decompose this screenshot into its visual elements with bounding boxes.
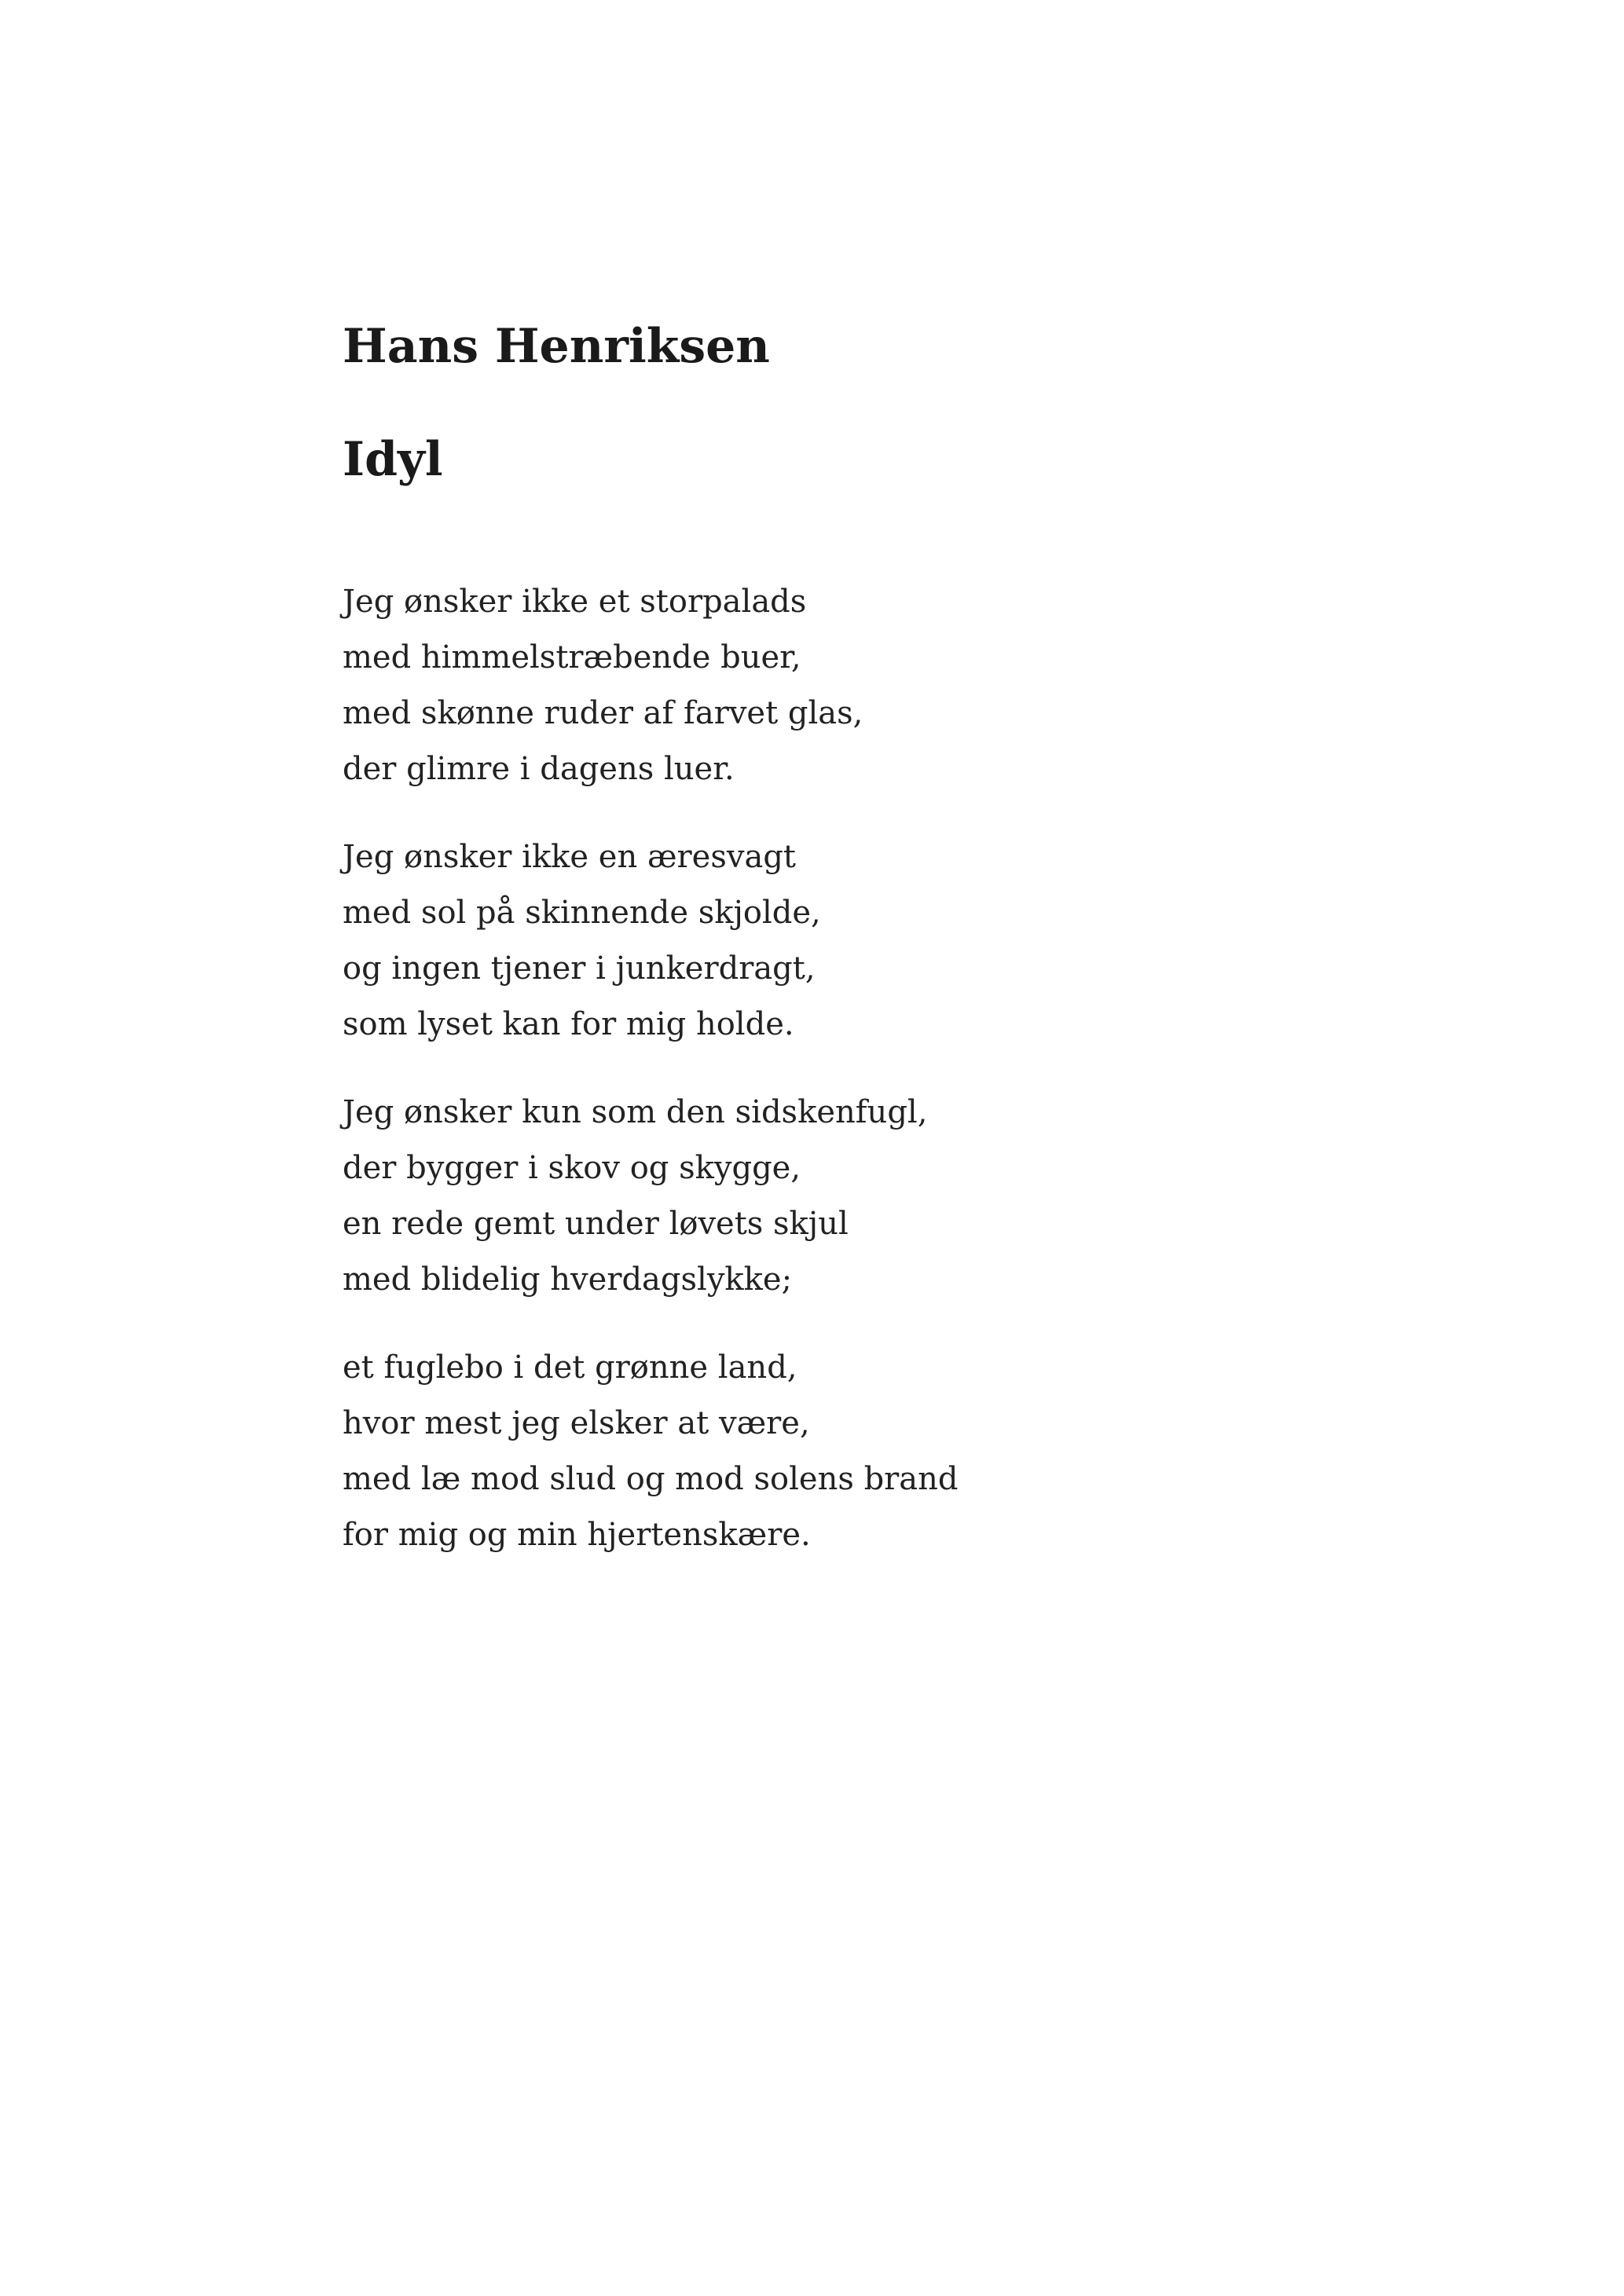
poem-line: som lyset kan for mig holde. [343, 1006, 794, 1042]
poem-content [343, 318, 1364, 1595]
poem-line: og ingen tjener i junkerdragt, [343, 950, 816, 987]
poem-line: Jeg ønsker ikke et storpalads [343, 584, 807, 620]
poem-body [343, 574, 1364, 1563]
stanza-1 [343, 574, 1364, 797]
poem-line: der glimre i dagens luer. [343, 751, 735, 787]
poem-line: Jeg ønsker ikke en æresvagt [343, 839, 796, 875]
poem-line: med sol på skinnende skjolde, [343, 895, 821, 931]
poem-line: hvor mest jeg elsker at være, [343, 1405, 810, 1441]
poem-title: Idyl [343, 432, 443, 487]
poem-line: der bygger i skov og skygge, [343, 1150, 801, 1186]
stanza-4 [343, 1340, 1364, 1563]
stanza-3 [343, 1085, 1364, 1308]
poem-line: et fuglebo i det grønne land, [343, 1349, 797, 1386]
poem-line: med himmelstræbende buer, [343, 639, 801, 676]
stanza-2 [343, 829, 1364, 1053]
author-name: Hans Henriksen [343, 319, 770, 374]
poem-line: med skønne ruder af farvet glas, [343, 695, 863, 731]
poem-line: med blidelig hverdagslykke; [343, 1262, 793, 1298]
poem-line: med læ mod slud og mod solens brand [343, 1461, 959, 1497]
poem-line: en rede gemt under løvets skjul [343, 1206, 849, 1242]
poem-line: for mig og min hjertenskære. [343, 1517, 811, 1553]
poem-line: Jeg ønsker kun som den sidskenfugl, [343, 1094, 928, 1130]
